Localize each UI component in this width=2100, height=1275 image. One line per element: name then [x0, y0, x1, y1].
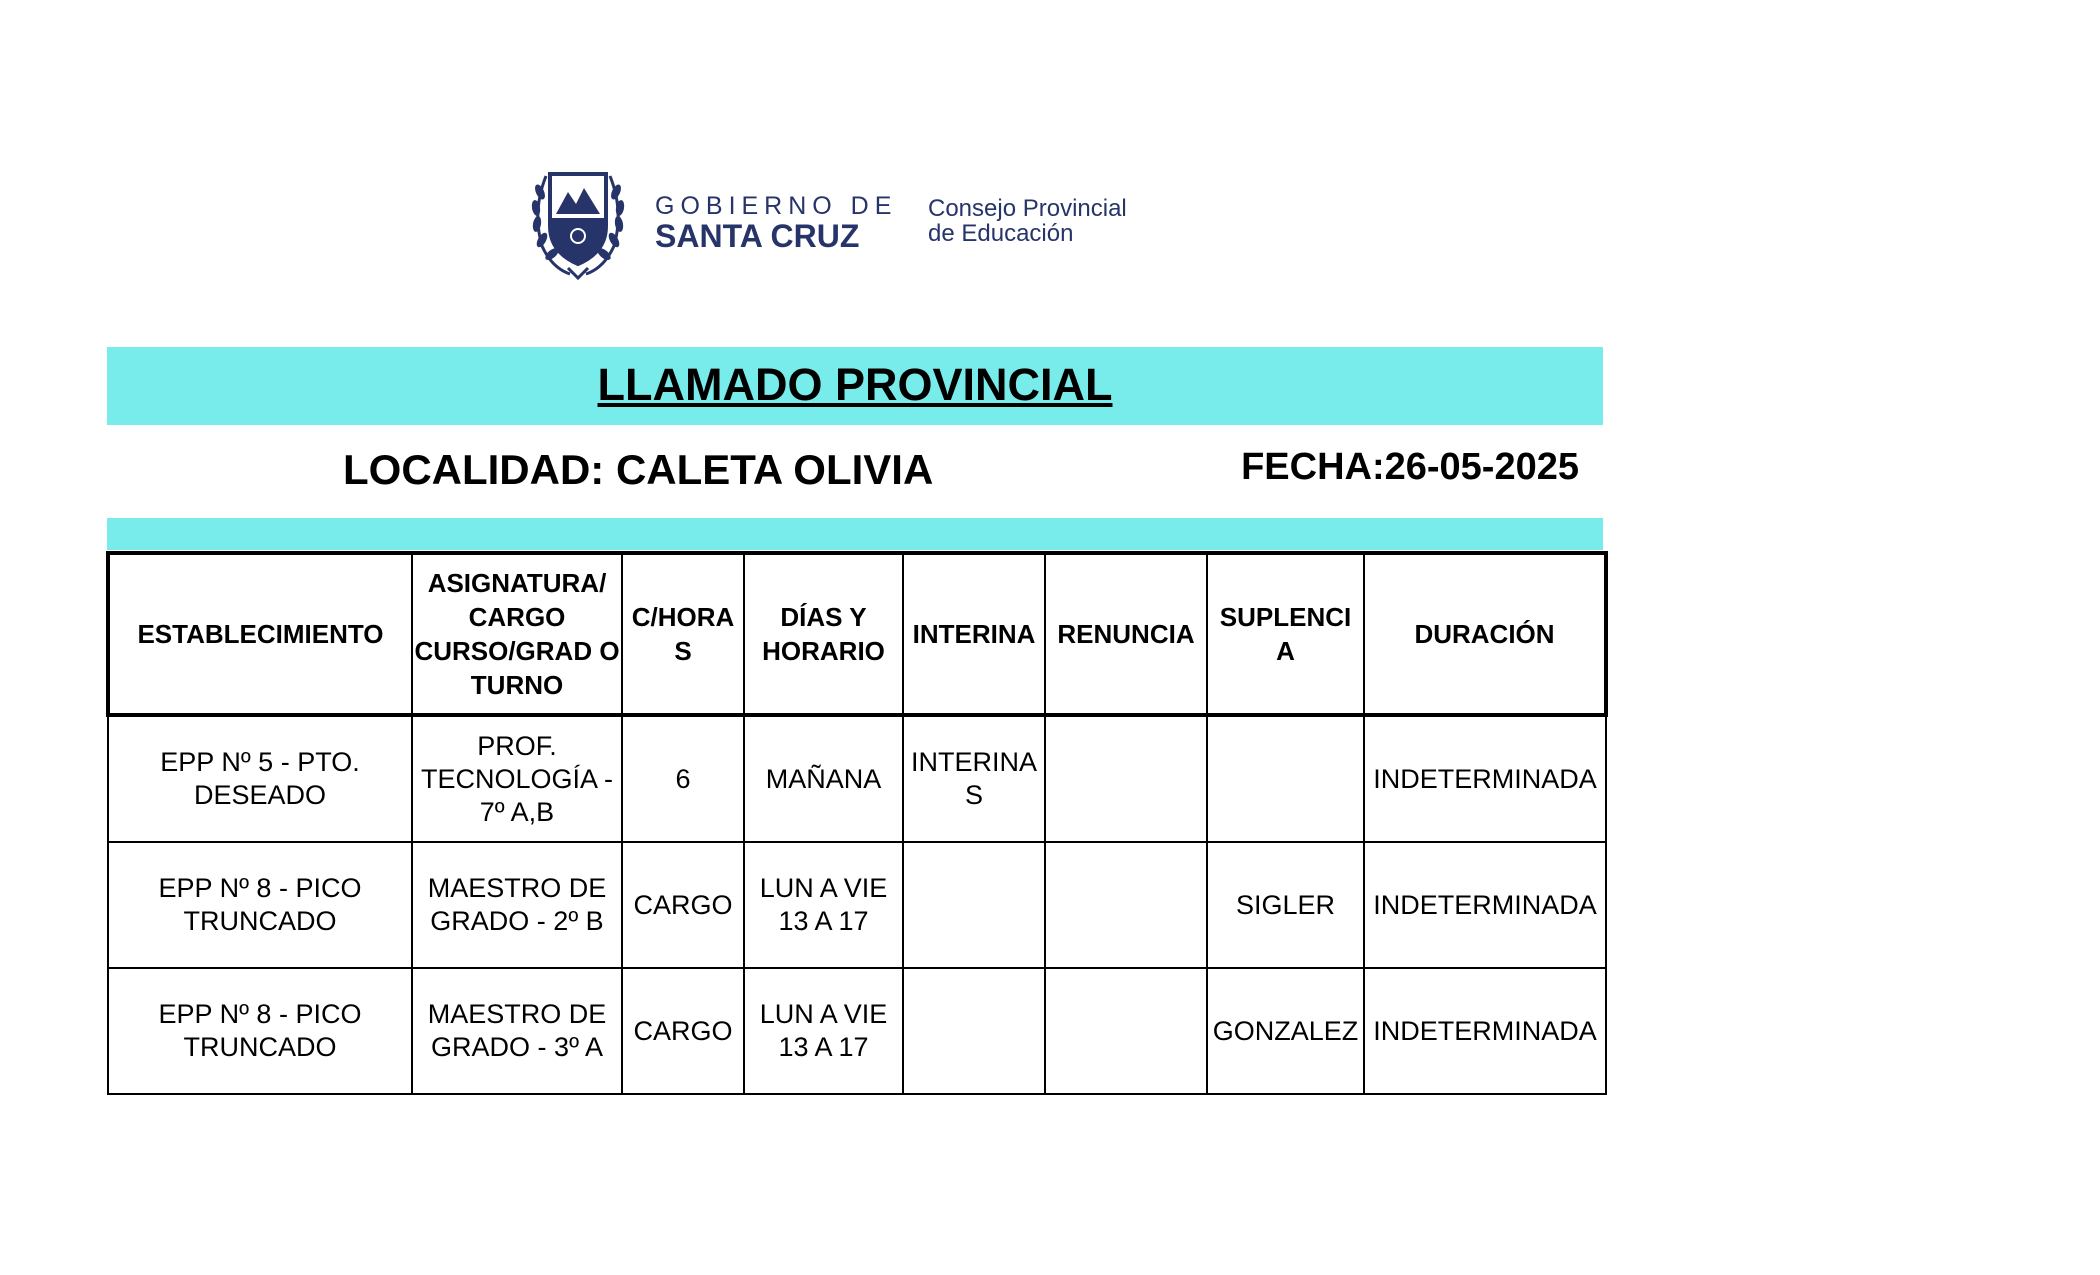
- table-cell: 6: [622, 715, 744, 842]
- table-cell: MAESTRO DE GRADO - 3º A: [412, 968, 622, 1094]
- provincial-seal-icon: [528, 156, 628, 286]
- table-row: [108, 842, 1606, 968]
- column-header-asignatura: ASIGNATURA/ CARGO CURSO/GRAD O TURNO: [412, 553, 622, 715]
- table-cell: CARGO: [622, 968, 744, 1094]
- column-header-dias-horario: DÍAS Y HORARIO: [744, 553, 903, 715]
- table-cell: [903, 842, 1045, 968]
- column-header-interina: INTERINA: [903, 553, 1045, 715]
- separator-band: [107, 518, 1603, 550]
- column-header-renuncia: RENUNCIA: [1045, 553, 1207, 715]
- table-cell: [1045, 968, 1207, 1094]
- column-header-suplencia: SUPLENCI A: [1207, 553, 1364, 715]
- table-cell: EPP Nº 8 - PICO TRUNCADO: [108, 842, 412, 968]
- table-row: [108, 715, 1606, 842]
- table-cell: SIGLER: [1207, 842, 1364, 968]
- council-name-line2: de Educación: [928, 220, 1074, 247]
- logo: [528, 156, 1158, 286]
- table-cell: LUN A VIE 13 A 17: [744, 842, 903, 968]
- table-cell: [903, 968, 1045, 1094]
- table-cell: PROF. TECNOLOGÍA - 7º A,B: [412, 715, 622, 842]
- table-cell: INTERINA S: [903, 715, 1045, 842]
- council-name-line1: Consejo Provincial: [928, 195, 1127, 222]
- date-label: FECHA:26-05-2025: [1241, 446, 1579, 488]
- locality-label: LOCALIDAD: CALETA OLIVIA: [343, 446, 934, 493]
- table-cell: CARGO: [622, 842, 744, 968]
- table-cell: [1045, 715, 1207, 842]
- table-cell: GONZALEZ: [1207, 968, 1364, 1094]
- table-cell: INDETERMINADA: [1364, 968, 1606, 1094]
- table-row: [108, 968, 1606, 1094]
- table-header-row: [108, 553, 1606, 715]
- page-title: LLAMADO PROVINCIAL: [597, 359, 1113, 410]
- table-cell: INDETERMINADA: [1364, 842, 1606, 968]
- positions-table: [106, 551, 1608, 1095]
- table-cell: EPP Nº 8 - PICO TRUNCADO: [108, 968, 412, 1094]
- government-name-line1: GOBIERNO DE: [655, 192, 898, 220]
- title-band: [107, 347, 1603, 425]
- column-header-horas: C/HORA S: [622, 553, 744, 715]
- table-cell: INDETERMINADA: [1364, 715, 1606, 842]
- government-name-line2: SANTA CRUZ: [655, 218, 860, 254]
- table-cell: EPP Nº 5 - PTO. DESEADO: [108, 715, 412, 842]
- table-cell: MAESTRO DE GRADO - 2º B: [412, 842, 622, 968]
- column-header-establecimiento: ESTABLECIMIENTO: [108, 553, 412, 715]
- subheader: [107, 444, 1603, 500]
- column-header-duracion: DURACIÓN: [1364, 553, 1606, 715]
- council-name: [928, 196, 1127, 246]
- table-cell: MAÑANA: [744, 715, 903, 842]
- table-cell: LUN A VIE 13 A 17: [744, 968, 903, 1094]
- table-cell: [1207, 715, 1364, 842]
- table-cell: [1045, 842, 1207, 968]
